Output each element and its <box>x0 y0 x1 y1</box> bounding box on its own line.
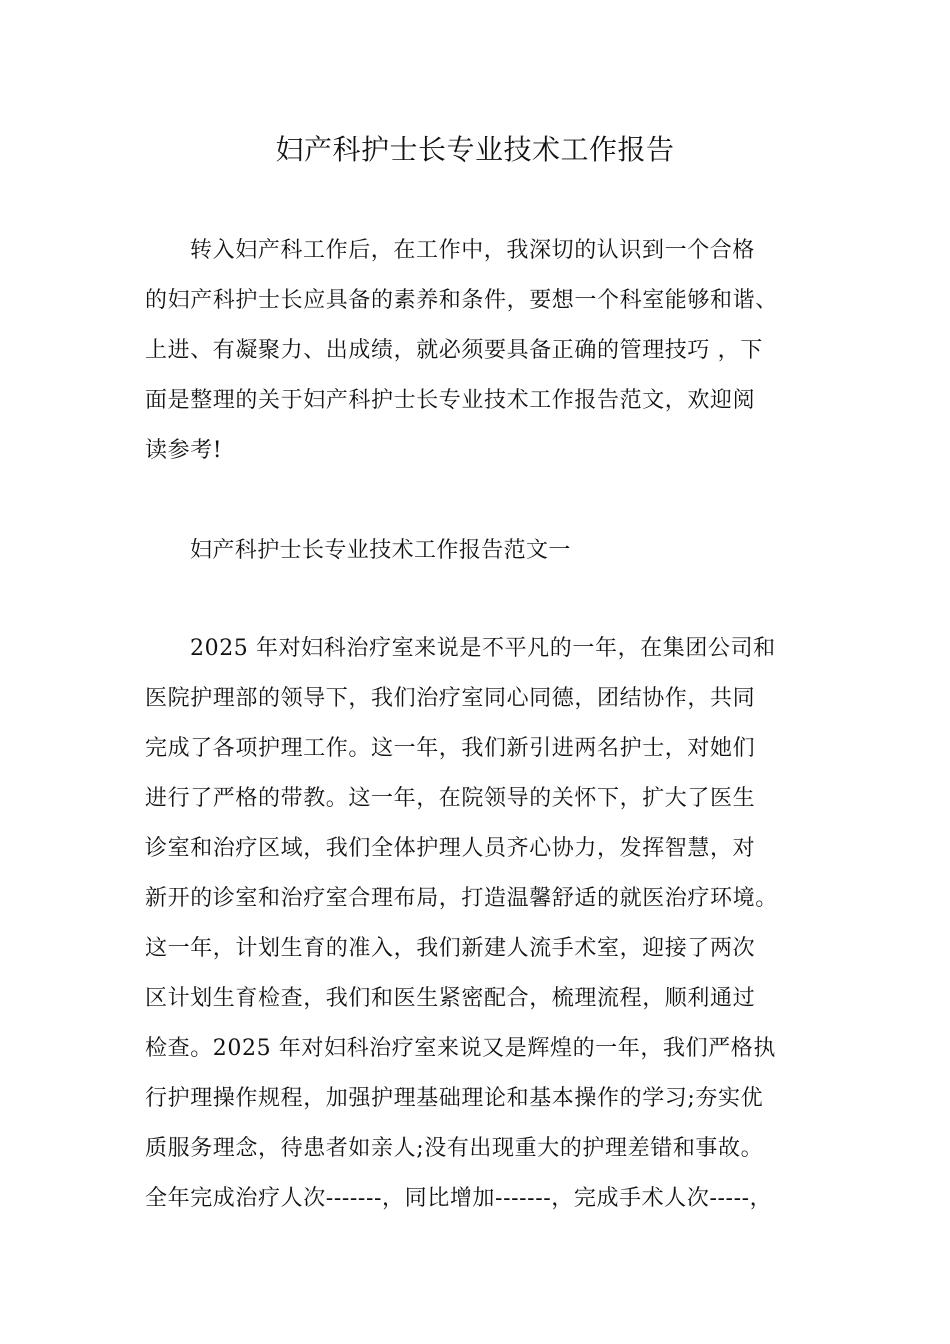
section-heading: 妇产科护士长专业技术工作报告范文一 <box>190 538 571 563</box>
document-title: 妇产科护士长专业技术工作报告 <box>275 133 675 166</box>
intro-line-4: 面是整理的关于妇产科护士长专业技术工作报告范文，欢迎阅 <box>145 388 756 413</box>
body-line-5: 诊室和治疗区域，我们全体护理人员齐心协力，发挥智慧，对 <box>145 836 756 861</box>
body-line-1: 2025 年对妇科治疗室来说是不平凡的一年，在集团公司和 <box>190 636 776 661</box>
intro-line-5: 读参考! <box>145 438 223 463</box>
intro-line-2: 的妇产科护士长应具备的素养和条件，要想一个科室能够和谐、 <box>145 288 778 313</box>
body-line-6: 新开的诊室和治疗室合理布局，打造温馨舒适的就医治疗环境。 <box>145 886 778 911</box>
body-line-3: 完成了各项护理工作。这一年，我们新引进两名护士，对她们 <box>145 736 756 761</box>
intro-line-3: 上进、有凝聚力、出成绩，就必须要具备正确的管理技巧 ，下 <box>145 338 763 363</box>
body-line-2: 医院护理部的领导下，我们治疗室同心同德，团结协作，共同 <box>145 686 756 711</box>
body-line-12: 全年完成治疗人次-------，同比增加-------，完成手术人次-----， <box>145 1186 773 1211</box>
intro-line-1: 转入妇产科工作后，在工作中，我深切的认识到一个合格 <box>190 238 756 263</box>
body-line-11: 质服务理念，待患者如亲人;没有出现重大的护理差错和事故。 <box>145 1136 764 1161</box>
body-line-10: 行护理操作规程，加强护理基础理论和基本操作的学习;夯实优 <box>145 1086 764 1111</box>
body-line-9: 检查。2025 年对妇科治疗室来说又是辉煌的一年，我们严格执 <box>145 1036 776 1061</box>
body-line-7: 这一年，计划生育的准入，我们新建人流手术室，迎接了两次 <box>145 936 756 961</box>
body-line-8: 区计划生育检查，我们和医生紧密配合，梳理流程，顺利通过 <box>145 986 756 1011</box>
body-line-4: 进行了严格的带教。这一年，在院领导的关怀下，扩大了医生 <box>145 786 756 811</box>
